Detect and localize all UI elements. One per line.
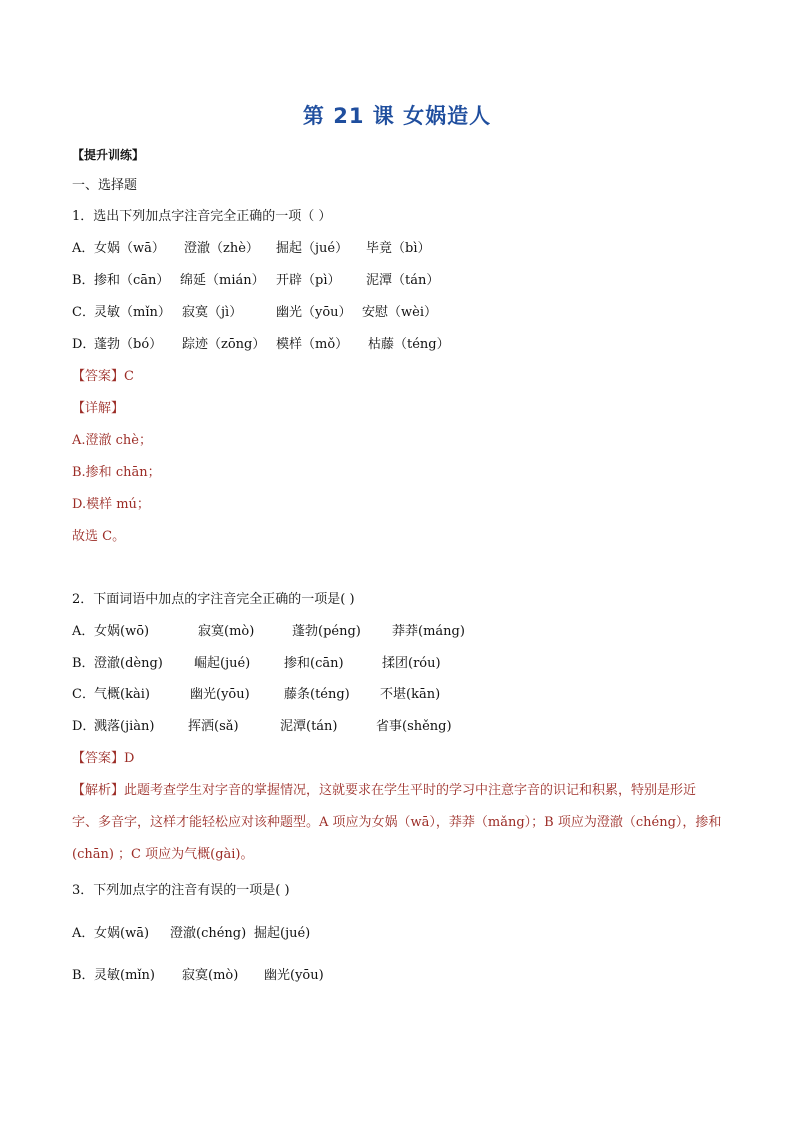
option-item: 藤条(téng): [284, 687, 350, 702]
option-item: 蓬勃（bó）: [94, 337, 163, 352]
option-item: 省事(shěng): [376, 719, 452, 734]
answer-label: 【答案】: [72, 751, 125, 766]
option-item: 寂寞(mò): [198, 624, 255, 639]
option-item: 掺和（cān）: [94, 273, 170, 288]
option-letter: A．: [72, 926, 95, 941]
q1-stem: 1．选出下列加点字注音完全正确的一项（ ）: [72, 209, 332, 224]
option-item: 澄澈(dèng): [94, 656, 163, 671]
q2-stem: 2．下面词语中加点的字注音完全正确的一项是( ): [72, 592, 355, 607]
q1-answer: [72, 368, 134, 386]
q1-detail-line: 故选 C。: [72, 529, 126, 544]
option-item: 莽莽(máng): [392, 624, 465, 639]
option-letter: C．: [72, 305, 95, 320]
option-letter: B．: [72, 968, 95, 983]
q1-detail-line: B.掺和 chān；: [72, 465, 161, 480]
answer-label: 【答案】: [72, 369, 125, 384]
option-item: 模样（mǒ）: [276, 337, 349, 352]
option-item: 泥潭（tán）: [366, 273, 440, 288]
option-item: 掺和(cān): [284, 656, 344, 671]
analysis-label: 【解析】: [72, 783, 125, 798]
section-heading: 一、选择题: [72, 178, 138, 193]
q2-answer: [72, 750, 134, 768]
option-item: 灵敏(mǐn): [94, 968, 156, 983]
option-letter: B．: [72, 656, 95, 671]
option-item: 泥潭(tán): [280, 719, 338, 734]
option-item: 女娲(wā): [94, 926, 150, 941]
option-item: 寂寞(mò): [182, 968, 239, 983]
option-item: 崛起(jué): [194, 656, 251, 671]
option-item: 幽光（yōu）: [276, 305, 352, 320]
option-item: 蓬勃(péng): [292, 624, 361, 639]
q2-analysis: [72, 775, 722, 871]
q3-stem: 3．下列加点字的注音有误的一项是( ): [72, 883, 290, 898]
option-item: 开辟（pì）: [276, 273, 341, 288]
option-item: 幽光(yōu): [264, 968, 324, 983]
option-letter: A．: [72, 241, 95, 256]
q1-detail-label: 【详解】: [72, 401, 125, 416]
q1-detail-line: A.澄澈 chè；: [72, 433, 152, 448]
analysis-text: 此题考查学生对字音的掌握情况，这就要求在学生平时的学习中注意字音的识记和积累，特别是形近字、多音字，这样才能轻松应对该种题型。A 项应为女娲（wā），莽莽（mǎng）；B 项应为澄澈（chéng），掺和(chān) ；C 项应为气概(gài)。: [72, 783, 722, 862]
q1-detail-line: D.模样 mú；: [72, 497, 150, 512]
section-tag: 【提升训练】: [72, 148, 145, 162]
option-item: 女娲（wā）: [94, 241, 165, 256]
page-title: 第 21 课 女娲造人: [302, 104, 492, 128]
option-item: 灵敏（mǐn）: [94, 305, 171, 320]
option-item: 安慰（wèi）: [362, 305, 437, 320]
option-item: 幽光(yōu): [190, 687, 250, 702]
option-item: 不堪(kān): [380, 687, 441, 702]
option-item: 掘起（jué）: [276, 241, 349, 256]
answer-value: C: [124, 369, 134, 384]
option-item: 澄澈（zhè）: [184, 241, 259, 256]
option-item: 寂寞（jì）: [182, 305, 243, 320]
option-item: 女娲(wō): [94, 624, 150, 639]
option-item: 揉团(róu): [382, 656, 441, 671]
option-item: 踪迹（zōng）: [182, 337, 266, 352]
option-item: 绵延（mián）: [180, 273, 265, 288]
option-letter: C．: [72, 687, 95, 702]
option-item: 澄澈(chéng): [170, 926, 247, 941]
option-letter: A．: [72, 624, 95, 639]
option-item: 气概(kài): [94, 687, 150, 702]
option-item: 挥洒(sǎ): [188, 719, 239, 734]
option-item: 枯藤（téng）: [368, 337, 450, 352]
option-letter: D．: [72, 337, 96, 352]
option-item: 毕竟（bì）: [366, 241, 431, 256]
option-item: 掘起(jué): [254, 926, 311, 941]
option-letter: D．: [72, 719, 96, 734]
option-item: 溅落(jiàn): [94, 719, 155, 734]
answer-value: D: [124, 751, 135, 766]
option-letter: B．: [72, 273, 95, 288]
